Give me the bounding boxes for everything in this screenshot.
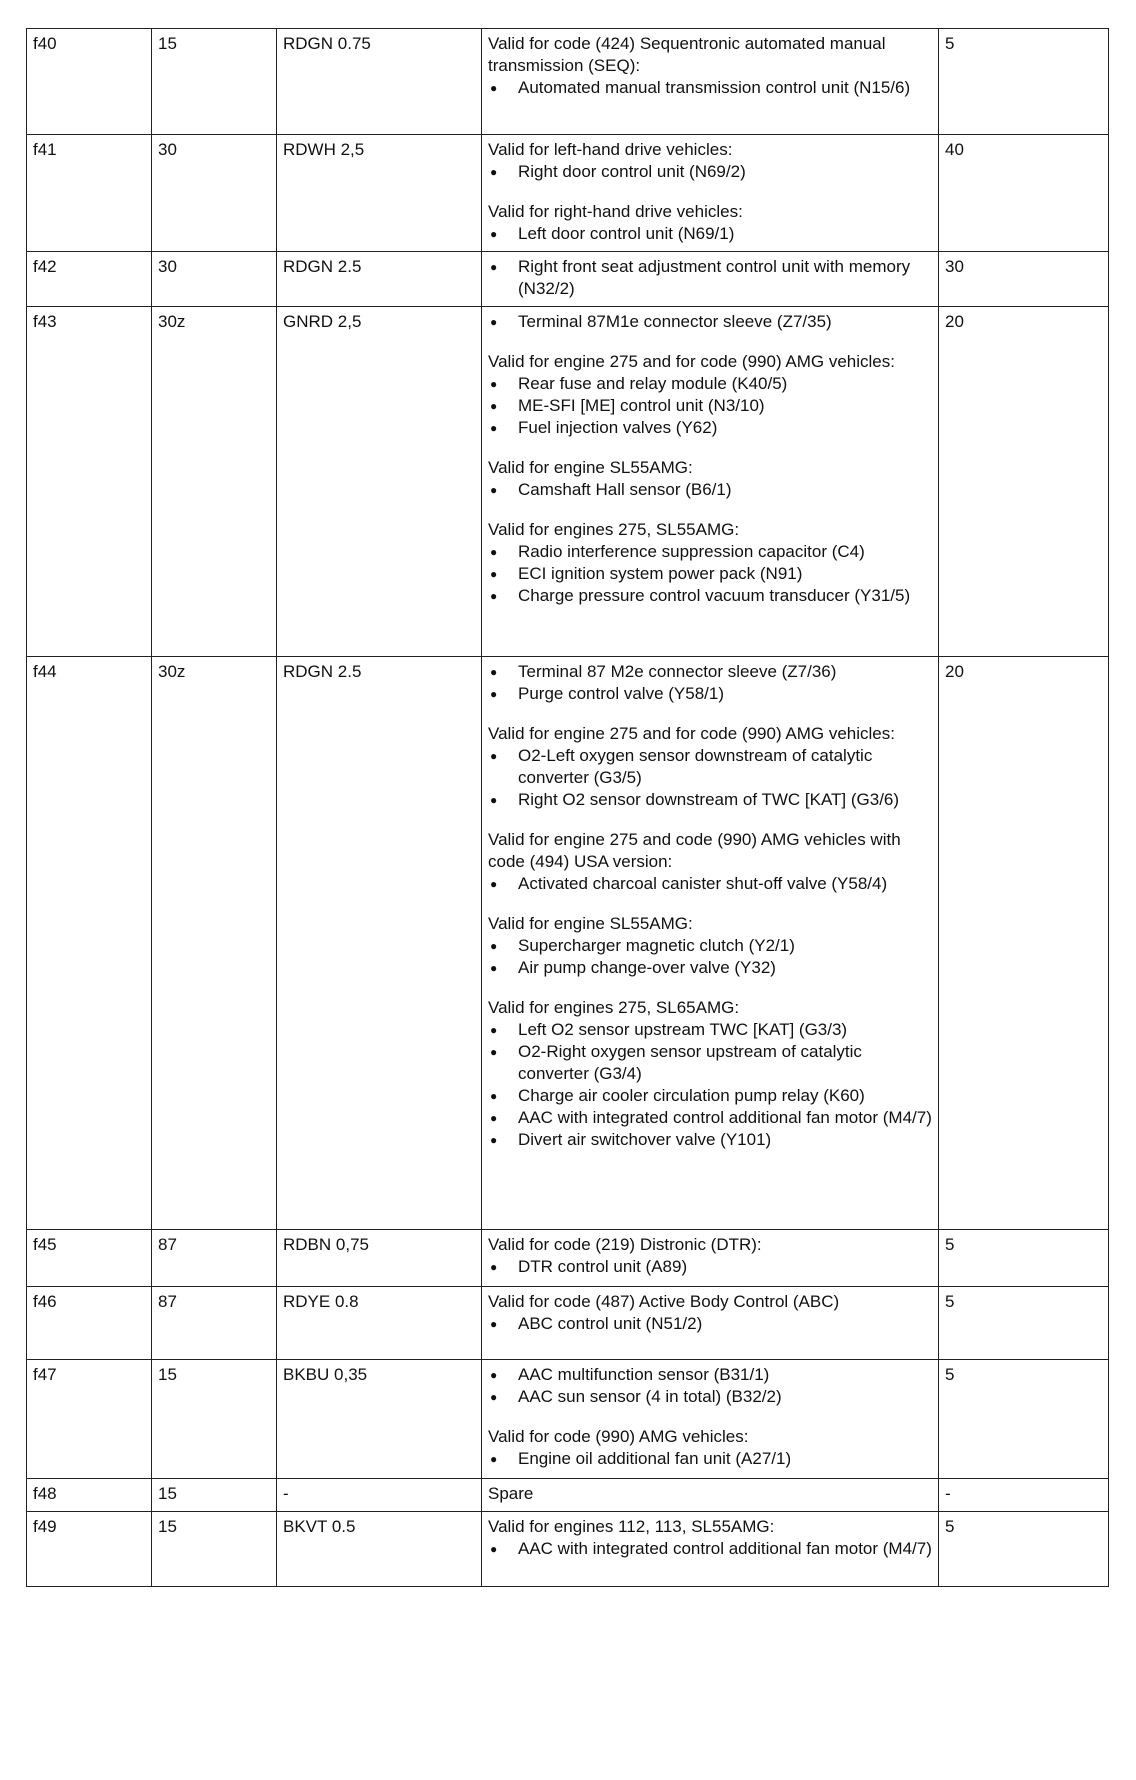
terminal-value: 15 (158, 34, 177, 53)
component-item: ● O2-Left oxygen sensor downstream of catalytic converter (G3/5) (488, 745, 932, 789)
table-row (27, 135, 1109, 252)
description-cell (482, 1230, 939, 1287)
terminal-cell (152, 1360, 277, 1479)
table-row (27, 1360, 1109, 1479)
amperage-cell (939, 1512, 1109, 1587)
amperage-value: 30 (945, 257, 964, 276)
component-item: ● Left O2 sensor upstream TWC [KAT] (G3/3) (488, 1019, 932, 1041)
terminal-cell (152, 1479, 277, 1512)
description-group (488, 457, 932, 501)
amperage-value: 5 (945, 1517, 955, 1536)
group-heading: Valid for code (219) Distronic (DTR): (488, 1235, 762, 1254)
group-heading: Valid for engine SL55AMG: (488, 458, 693, 477)
wire-cell (277, 135, 482, 252)
bullet-list (488, 1538, 932, 1560)
component-item: ● Right door control unit (N69/2) (488, 161, 932, 183)
fuse-number: f49 (33, 1517, 57, 1536)
component-item: ● Fuel injection valves (Y62) (488, 417, 932, 439)
table-row (27, 1287, 1109, 1360)
description-group (488, 139, 932, 183)
wire-cell (277, 1287, 482, 1360)
fuse-cell (27, 1512, 152, 1587)
terminal-value: 30 (158, 257, 177, 276)
terminal-value: 15 (158, 1365, 177, 1384)
wire-color-size: RDGN 0.75 (283, 34, 371, 53)
group-heading: Valid for code (990) AMG vehicles: (488, 1427, 749, 1446)
description-cell (482, 1479, 939, 1512)
amperage-cell (939, 1360, 1109, 1479)
fuse-number: f45 (33, 1235, 57, 1254)
description-group (488, 256, 932, 300)
wire-cell (277, 1512, 482, 1587)
fuse-number: f44 (33, 662, 57, 681)
component-item: ● AAC with integrated control additional fan motor (M4/7) (488, 1107, 932, 1129)
wire-color-size: GNRD 2,5 (283, 312, 362, 331)
description-cell (482, 1512, 939, 1587)
bullet-list (488, 935, 932, 979)
description-group (488, 351, 932, 439)
component-item: ● Engine oil additional fan unit (A27/1) (488, 1448, 932, 1470)
group-heading: Valid for engine 275 and code (990) AMG vehicles with code (494) USA version: (488, 830, 901, 871)
component-item: ● AAC multifunction sensor (B31/1) (488, 1364, 932, 1386)
bullet-list (488, 1256, 932, 1278)
fuse-cell (27, 1479, 152, 1512)
table-row (27, 1230, 1109, 1287)
component-item: ● ABC control unit (N51/2) (488, 1313, 932, 1335)
description-cell (482, 657, 939, 1230)
component-item: ● Activated charcoal canister shut-off valve (Y58/4) (488, 873, 932, 895)
fuse-number: f43 (33, 312, 57, 331)
fuse-number: f41 (33, 140, 57, 159)
amperage-value: 5 (945, 1292, 955, 1311)
group-heading: Valid for engines 275, SL55AMG: (488, 520, 740, 539)
component-item: ● Supercharger magnetic clutch (Y2/1) (488, 935, 932, 957)
fuse-number: f40 (33, 34, 57, 53)
description-group (488, 519, 932, 607)
fuse-cell (27, 1230, 152, 1287)
component-item: ● ME-SFI [ME] control unit (N3/10) (488, 395, 932, 417)
bullet-list (488, 1364, 932, 1408)
amperage-cell (939, 307, 1109, 657)
group-heading: Valid for engine SL55AMG: (488, 914, 693, 933)
amperage-cell (939, 29, 1109, 135)
bullet-list (488, 661, 932, 705)
component-item: ● Automated manual transmission control unit (N15/6) (488, 77, 932, 99)
component-item: ● Purge control valve (Y58/1) (488, 683, 932, 705)
description-cell (482, 135, 939, 252)
table-row (27, 307, 1109, 657)
fuse-cell (27, 252, 152, 307)
fuse-cell (27, 307, 152, 657)
description-group (488, 913, 932, 979)
wire-color-size: RDBN 0,75 (283, 1235, 369, 1254)
table-row (27, 29, 1109, 135)
description-group (488, 661, 932, 705)
description-group (488, 1516, 932, 1560)
component-item: ● O2-Right oxygen sensor upstream of catalytic converter (G3/4) (488, 1041, 932, 1085)
terminal-cell (152, 1230, 277, 1287)
bullet-list (488, 256, 932, 300)
bullet-list (488, 373, 932, 439)
table-row (27, 252, 1109, 307)
wire-cell (277, 1360, 482, 1479)
component-item: ● DTR control unit (A89) (488, 1256, 932, 1278)
amperage-cell (939, 135, 1109, 252)
amperage-cell (939, 1287, 1109, 1360)
fuse-cell (27, 1360, 152, 1479)
group-heading: Valid for left-hand drive vehicles: (488, 140, 733, 159)
description-cell (482, 1360, 939, 1479)
wire-color-size: RDWH 2,5 (283, 140, 365, 159)
amperage-value: 5 (945, 1365, 955, 1384)
component-item: ● Charge pressure control vacuum transducer (Y31/5) (488, 585, 932, 607)
fuse-cell (27, 135, 152, 252)
description-group (488, 1291, 932, 1335)
amperage-value: 20 (945, 312, 964, 331)
bullet-list (488, 223, 932, 245)
description-group (488, 829, 932, 895)
bullet-list (488, 77, 932, 99)
terminal-value: 87 (158, 1292, 177, 1311)
bullet-list (488, 161, 932, 183)
wire-color-size: BKBU 0,35 (283, 1365, 368, 1384)
component-item: ● AAC sun sensor (4 in total) (B32/2) (488, 1386, 932, 1408)
bullet-list (488, 1313, 932, 1335)
bullet-list (488, 541, 932, 607)
component-item: ● Air pump change-over valve (Y32) (488, 957, 932, 979)
fuse-number: f46 (33, 1292, 57, 1311)
description-group (488, 201, 932, 245)
amperage-cell (939, 1230, 1109, 1287)
terminal-value: 15 (158, 1484, 177, 1503)
group-heading: Valid for engines 275, SL65AMG: (488, 998, 740, 1017)
bullet-list (488, 745, 932, 811)
amperage-value: 20 (945, 662, 964, 681)
wire-cell (277, 29, 482, 135)
component-item: ● Terminal 87 M2e connector sleeve (Z7/36) (488, 661, 932, 683)
component-item: ● Radio interference suppression capacitor (C4) (488, 541, 932, 563)
group-heading: Spare (488, 1484, 534, 1503)
component-item: ● AAC with integrated control additional fan motor (M4/7) (488, 1538, 932, 1560)
fuse-number: f48 (33, 1484, 57, 1503)
wire-cell (277, 307, 482, 657)
terminal-cell (152, 29, 277, 135)
fuse-number: f42 (33, 257, 57, 276)
wire-color-size: - (283, 1484, 289, 1503)
fuse-number: f47 (33, 1365, 57, 1384)
description-group (488, 723, 932, 811)
component-item: ● Terminal 87M1e connector sleeve (Z7/35) (488, 311, 932, 333)
group-heading: Valid for right-hand drive vehicles: (488, 202, 743, 221)
component-item: ● Left door control unit (N69/1) (488, 223, 932, 245)
group-heading: Valid for engine 275 and for code (990) AMG vehicles: (488, 352, 895, 371)
description-cell (482, 29, 939, 135)
fuse-cell (27, 1287, 152, 1360)
terminal-cell (152, 135, 277, 252)
bullet-list (488, 1448, 932, 1470)
amperage-cell (939, 1479, 1109, 1512)
description-cell (482, 307, 939, 657)
fuse-assignment-table (26, 28, 1109, 1587)
terminal-cell (152, 1287, 277, 1360)
table-row (27, 657, 1109, 1230)
terminal-cell (152, 307, 277, 657)
description-group (488, 1234, 932, 1278)
component-item: ● Right front seat adjustment control unit with memory (N32/2) (488, 256, 932, 300)
terminal-value: 30z (158, 312, 186, 331)
table-row (27, 1512, 1109, 1587)
group-heading: Valid for code (424) Sequentronic automated manual transmission (SEQ): (488, 34, 886, 75)
description-group (488, 1483, 932, 1505)
description-group (488, 997, 932, 1151)
component-item: ● Charge air cooler circulation pump relay (K60) (488, 1085, 932, 1107)
description-cell (482, 252, 939, 307)
wire-cell (277, 252, 482, 307)
wire-color-size: BKVT 0.5 (283, 1517, 356, 1536)
amperage-value: 40 (945, 140, 964, 159)
amperage-value: - (945, 1484, 951, 1503)
description-group (488, 1364, 932, 1408)
amperage-cell (939, 252, 1109, 307)
wire-color-size: RDGN 2.5 (283, 257, 362, 276)
component-item: ● ECI ignition system power pack (N91) (488, 563, 932, 585)
amperage-value: 5 (945, 34, 955, 53)
wire-cell (277, 1479, 482, 1512)
terminal-value: 30z (158, 662, 186, 681)
group-heading: Valid for engine 275 and for code (990) AMG vehicles: (488, 724, 895, 743)
description-group (488, 33, 932, 99)
component-item: ● Divert air switchover valve (Y101) (488, 1129, 932, 1151)
terminal-cell (152, 252, 277, 307)
component-item: ● Right O2 sensor downstream of TWC [KAT] (G3/6) (488, 789, 932, 811)
terminal-value: 15 (158, 1517, 177, 1536)
component-item: ● Rear fuse and relay module (K40/5) (488, 373, 932, 395)
description-group (488, 1426, 932, 1470)
terminal-value: 30 (158, 140, 177, 159)
description-group (488, 311, 932, 333)
group-heading: Valid for code (487) Active Body Control (ABC) (488, 1292, 840, 1311)
group-heading: Valid for engines 112, 113, SL55AMG: (488, 1517, 775, 1536)
table-row (27, 1479, 1109, 1512)
bullet-list (488, 1019, 932, 1151)
wire-cell (277, 1230, 482, 1287)
wire-cell (277, 657, 482, 1230)
bullet-list (488, 873, 932, 895)
component-item: ● Camshaft Hall sensor (B6/1) (488, 479, 932, 501)
fuse-cell (27, 29, 152, 135)
bullet-list (488, 479, 932, 501)
wire-color-size: RDYE 0.8 (283, 1292, 359, 1311)
terminal-value: 87 (158, 1235, 177, 1254)
terminal-cell (152, 1512, 277, 1587)
wire-color-size: RDGN 2.5 (283, 662, 362, 681)
fuse-cell (27, 657, 152, 1230)
amperage-cell (939, 657, 1109, 1230)
description-cell (482, 1287, 939, 1360)
table-body (27, 29, 1109, 1587)
terminal-cell (152, 657, 277, 1230)
amperage-value: 5 (945, 1235, 955, 1254)
bullet-list (488, 311, 932, 333)
